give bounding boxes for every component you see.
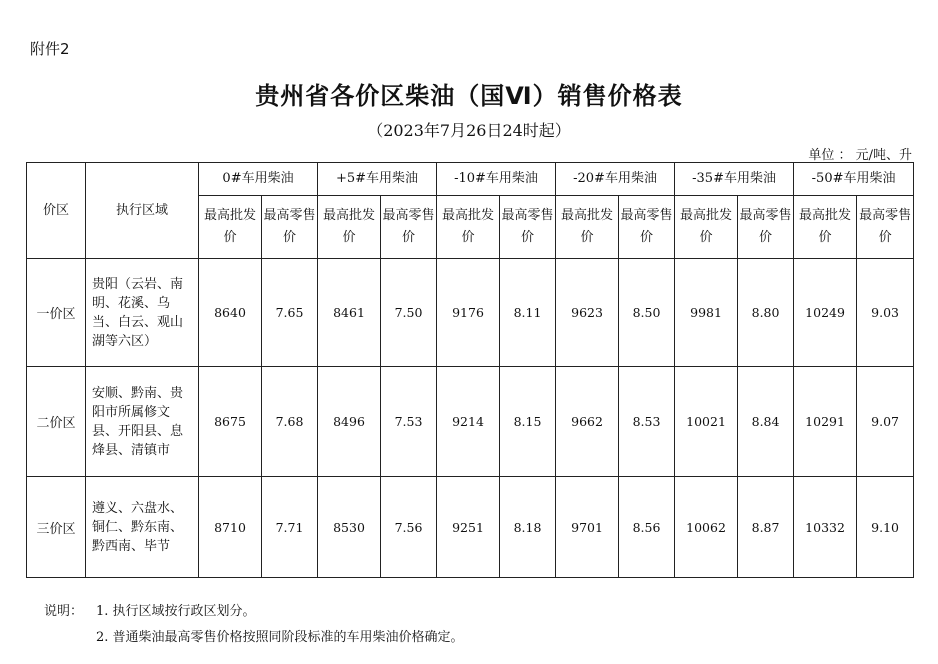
retail-price: 7.71 bbox=[262, 477, 318, 578]
wholesale-price: 10062 bbox=[675, 477, 738, 578]
wholesale-header: 最高批发价 bbox=[318, 196, 381, 259]
table-row bbox=[27, 259, 914, 367]
table-row bbox=[27, 477, 914, 578]
fuel-header-row bbox=[27, 163, 914, 196]
wholesale-price: 8530 bbox=[318, 477, 381, 578]
retail-price: 8.15 bbox=[500, 367, 556, 477]
region-cell: 贵阳（云岩、南明、花溪、乌当、白云、观山湖等六区） bbox=[86, 259, 199, 367]
retail-header: 最高零售价 bbox=[381, 196, 437, 259]
retail-price: 9.07 bbox=[857, 367, 914, 477]
region-cell: 安顺、黔南、贵阳市所属修文县、开阳县、息烽县、清镇市 bbox=[86, 367, 199, 477]
retail-price: 7.65 bbox=[262, 259, 318, 367]
wholesale-price: 9623 bbox=[556, 259, 619, 367]
unit-label: 单位 ： 元/吨、升 bbox=[808, 148, 912, 163]
attachment-label: 附件2 bbox=[30, 40, 70, 58]
retail-price: 8.80 bbox=[738, 259, 794, 367]
retail-header: 最高零售价 bbox=[619, 196, 675, 259]
wholesale-price: 8496 bbox=[318, 367, 381, 477]
zone-cell: 二价区 bbox=[27, 367, 86, 477]
wholesale-header: 最高批发价 bbox=[556, 196, 619, 259]
wholesale-price: 8640 bbox=[199, 259, 262, 367]
retail-header: 最高零售价 bbox=[262, 196, 318, 259]
wholesale-price: 9662 bbox=[556, 367, 619, 477]
fuel-header: 0#车用柴油 bbox=[199, 163, 318, 196]
document-title: 贵州省各价区柴油（国Ⅵ）销售价格表 bbox=[255, 82, 683, 110]
retail-price: 9.03 bbox=[857, 259, 914, 367]
wholesale-price: 9251 bbox=[437, 477, 500, 578]
effective-date: （2023年7月26日24时起） bbox=[367, 121, 571, 140]
zone-cell: 三价区 bbox=[27, 477, 86, 578]
wholesale-price: 10291 bbox=[794, 367, 857, 477]
retail-price: 8.11 bbox=[500, 259, 556, 367]
retail-price: 7.50 bbox=[381, 259, 437, 367]
retail-price: 8.84 bbox=[738, 367, 794, 477]
wholesale-price: 9214 bbox=[437, 367, 500, 477]
retail-price: 8.56 bbox=[619, 477, 675, 578]
wholesale-price: 8461 bbox=[318, 259, 381, 367]
note-item: 2. 普通柴油最高零售价格按照同阶段标准的车用柴油价格确定。 bbox=[96, 630, 464, 645]
fuel-header: -50#车用柴油 bbox=[794, 163, 914, 196]
fuel-header: -35#车用柴油 bbox=[675, 163, 794, 196]
wholesale-header: 最高批发价 bbox=[199, 196, 262, 259]
price-table bbox=[26, 162, 914, 578]
wholesale-price: 9176 bbox=[437, 259, 500, 367]
retail-price: 7.53 bbox=[381, 367, 437, 477]
note-item: 1. 执行区域按行政区划分。 bbox=[96, 604, 256, 619]
fuel-header: -20#车用柴油 bbox=[556, 163, 675, 196]
retail-price: 7.56 bbox=[381, 477, 437, 578]
wholesale-price: 10332 bbox=[794, 477, 857, 578]
zone-cell: 一价区 bbox=[27, 259, 86, 367]
wholesale-price: 9701 bbox=[556, 477, 619, 578]
retail-header: 最高零售价 bbox=[738, 196, 794, 259]
retail-price: 9.10 bbox=[857, 477, 914, 578]
retail-price: 8.18 bbox=[500, 477, 556, 578]
notes-label: 说明： bbox=[44, 604, 84, 619]
retail-price: 8.87 bbox=[738, 477, 794, 578]
wholesale-price: 8675 bbox=[199, 367, 262, 477]
wholesale-price: 9981 bbox=[675, 259, 738, 367]
note-row bbox=[44, 625, 464, 651]
wholesale-price: 10021 bbox=[675, 367, 738, 477]
zone-header: 价区 bbox=[27, 163, 86, 259]
table-row bbox=[27, 367, 914, 477]
wholesale-price: 8710 bbox=[199, 477, 262, 578]
region-cell: 遵义、六盘水、铜仁、黔东南、黔西南、毕节 bbox=[86, 477, 199, 578]
notes-indent bbox=[44, 625, 96, 651]
wholesale-header: 最高批发价 bbox=[437, 196, 500, 259]
region-header: 执行区域 bbox=[86, 163, 199, 259]
wholesale-header: 最高批发价 bbox=[794, 196, 857, 259]
notes-section bbox=[44, 599, 464, 651]
retail-header: 最高零售价 bbox=[857, 196, 914, 259]
fuel-header: +5#车用柴油 bbox=[318, 163, 437, 196]
retail-price: 7.68 bbox=[262, 367, 318, 477]
note-row bbox=[44, 599, 464, 625]
wholesale-price: 10249 bbox=[794, 259, 857, 367]
fuel-header: -10#车用柴油 bbox=[437, 163, 556, 196]
retail-price: 8.50 bbox=[619, 259, 675, 367]
retail-header: 最高零售价 bbox=[500, 196, 556, 259]
retail-price: 8.53 bbox=[619, 367, 675, 477]
wholesale-header: 最高批发价 bbox=[675, 196, 738, 259]
